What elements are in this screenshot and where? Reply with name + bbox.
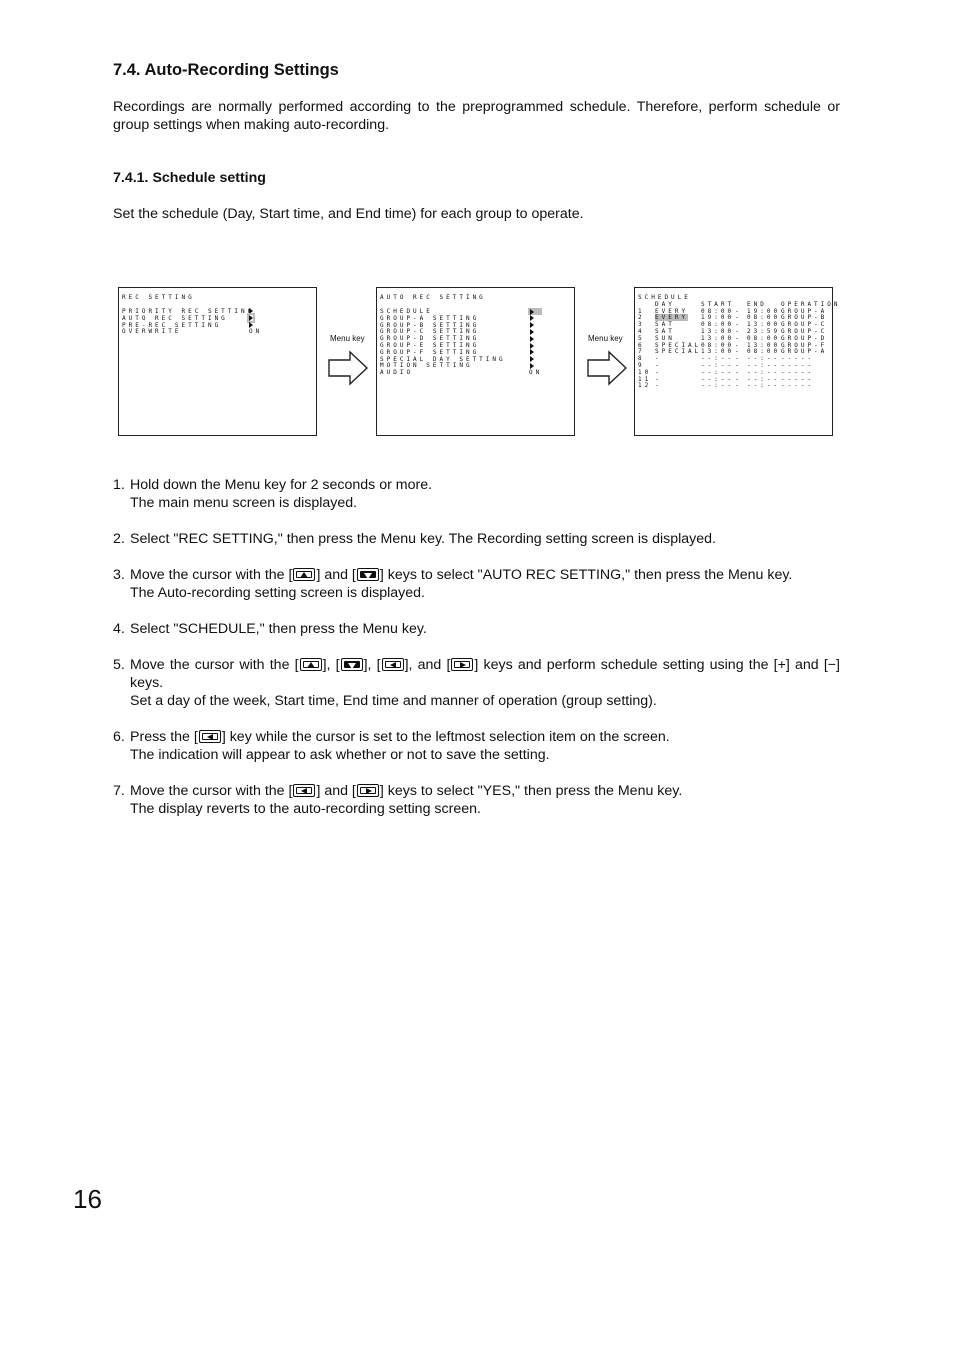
schedule-cell: ----- (781, 375, 815, 383)
left-key-icon (293, 784, 315, 797)
step-2 (113, 530, 840, 548)
schedule-cell: 08:00 (701, 341, 735, 349)
auto-rec-item: SPECIAL DAY SETTING (380, 355, 506, 363)
schedule-cell: ----- (781, 361, 815, 369)
schedule-cell: - (655, 368, 662, 376)
schedule-cell: 19:00 (701, 314, 735, 322)
subsection-lead: Set the schedule (Day, Start time, and End time) for each group to operate. (113, 206, 584, 222)
schedule-cell: 1 (638, 307, 645, 315)
schedule-cell: SUN (655, 334, 675, 342)
section-intro: Recordings are normally performed according to the preprogrammed schedule. Therefore, perform schedule or group settings when making auto-recording. (113, 99, 840, 133)
schedule-cell: 11 (638, 375, 652, 383)
schedule-cell: GROUP-C (781, 321, 828, 329)
step-number: 6. (113, 729, 125, 745)
schedule-cell: --:-- (747, 382, 781, 390)
schedule-cell: GROUP-A (781, 307, 828, 315)
step-text: The display reverts to the auto-recording setting screen. (130, 801, 481, 817)
schedule-cell: SPECIAL (655, 341, 702, 349)
step-text: The indication will appear to ask whether or not to save the setting. (130, 747, 550, 763)
schedule-cell: SAT (655, 327, 675, 335)
up-key-icon (300, 658, 322, 671)
audio-value: ON (529, 369, 543, 377)
time-separator: - (735, 327, 742, 335)
left-key-icon (199, 730, 221, 743)
schedule-cell: - (655, 361, 662, 369)
time-separator: - (735, 341, 742, 349)
step-number: 1. (113, 477, 125, 493)
time-separator: - (735, 307, 742, 315)
page-number: 16 (73, 1184, 102, 1214)
schedule-cell: 6 (638, 341, 645, 349)
schedule-cell: 3 (638, 321, 645, 329)
step-4 (113, 620, 840, 638)
submenu-arrow-icon (530, 356, 534, 362)
auto-rec-item: GROUP-C SETTING (380, 328, 480, 336)
step-text: Select "SCHEDULE," then press the Menu key. (130, 621, 427, 637)
schedule-cell: EVERY (655, 314, 689, 322)
schedule-cell: GROUP-F (781, 341, 828, 349)
schedule-cell: --:-- (701, 375, 735, 383)
schedule-header-operation: OPERATION (781, 300, 841, 308)
cursor-arrow-icon (530, 309, 534, 315)
schedule-cell: ----- (781, 368, 815, 376)
schedule-cell: 08:00 (747, 314, 781, 322)
schedule-cell: 13:00 (701, 334, 735, 342)
section-title: 7.4. Auto-Recording Settings (113, 61, 339, 79)
submenu-arrow-icon (530, 343, 534, 349)
rec-setting-title: REC SETTING (122, 294, 195, 301)
time-separator: - (735, 355, 742, 363)
step-text: Move the cursor with the [ ] and [ ] keys to select "AUTO REC SETTING," then press the Menu key. (130, 567, 793, 583)
schedule-screen (634, 287, 841, 436)
auto-rec-item: MOTION SETTING (380, 362, 473, 370)
step-text: Press the [ ] key while the cursor is set to the leftmost selection item on the screen. (130, 729, 670, 745)
schedule-cell: 2 (638, 314, 645, 322)
submenu-arrow-icon (530, 329, 534, 335)
rec-setting-item: PRIORITY REC SETTING (122, 308, 255, 315)
step-text: Move the cursor with the [ ], [ ], [ ], and [ ] keys and perform schedule setting using the [+] and [−] keys. (130, 657, 840, 691)
schedule-cell: GROUP-D (781, 334, 828, 342)
schedule-cell: 4 (638, 327, 645, 335)
step-text: The main menu screen is displayed. (130, 495, 358, 511)
step-number: 3. (113, 567, 125, 583)
step-6 (113, 728, 840, 764)
schedule-cell: 08:00 (747, 348, 781, 356)
schedule-cell: 13:00 (701, 348, 735, 356)
auto-rec-item: SCHEDULE (380, 308, 433, 315)
time-separator: - (735, 361, 742, 369)
schedule-cell: 19:00 (747, 307, 781, 315)
submenu-arrow-icon (249, 322, 253, 328)
time-separator: - (735, 382, 742, 390)
down-key-icon (341, 658, 363, 671)
overwrite-value: ON (249, 328, 263, 336)
schedule-cell: --:-- (747, 361, 781, 369)
schedule-cell: --:-- (701, 361, 735, 369)
schedule-cell: --:-- (747, 375, 781, 383)
schedule-cell: 08:00 (747, 334, 781, 342)
menu-key-label: Menu key (588, 334, 623, 343)
submenu-arrow-icon (530, 349, 534, 355)
schedule-title: SCHEDULE (638, 294, 691, 301)
schedule-cell: --:-- (701, 355, 735, 363)
schedule-cell: GROUP-B (781, 314, 828, 322)
step-text: Hold down the Menu key for 2 seconds or more. (130, 477, 433, 493)
right-key-icon (451, 658, 473, 671)
schedule-header-day: DAY (655, 300, 675, 308)
schedule-cell: ----- (781, 382, 815, 390)
schedule-cell: 23:59 (747, 327, 781, 335)
step-text: Select "REC SETTING," then press the Menu key. The Recording setting screen is displayed. (130, 531, 716, 547)
auto-rec-item: GROUP-D SETTING (380, 335, 480, 343)
schedule-cell: - (655, 382, 662, 390)
schedule-cell: 7 (638, 348, 645, 356)
schedule-cell: 08:00 (701, 321, 735, 329)
instruction-steps (113, 476, 840, 836)
step-number: 7. (113, 783, 125, 799)
auto-rec-item: GROUP-E SETTING (380, 342, 480, 349)
schedule-cell: 13:00 (747, 321, 781, 329)
auto-rec-item: AUDIO (380, 369, 414, 377)
auto-rec-item: GROUP-A SETTING (380, 314, 480, 322)
up-key-icon (293, 568, 315, 581)
time-separator: - (735, 314, 742, 322)
schedule-cell: EVERY (655, 307, 689, 315)
step-text: Set a day of the week, Start time, End time and manner of operation (group setting). (130, 693, 657, 709)
schedule-cell: SAT (655, 321, 675, 329)
rec-setting-item: OVERWRITE (122, 328, 182, 336)
down-key-icon (357, 568, 379, 581)
schedule-cell: SPECIAL (655, 348, 702, 356)
schedule-cell: 10 (638, 368, 652, 376)
step-1 (113, 476, 840, 512)
step-text: The Auto-recording setting screen is displayed. (130, 585, 425, 601)
menu-key-label: Menu key (330, 334, 365, 343)
schedule-cell: --:-- (747, 368, 781, 376)
auto-rec-setting-screen (376, 287, 575, 436)
schedule-cell: 08:00 (701, 307, 735, 315)
schedule-cell: --:-- (701, 368, 735, 376)
schedule-header-end: END (747, 300, 767, 308)
schedule-cell: - (655, 375, 662, 383)
schedule-cell: - (655, 355, 662, 363)
time-separator: - (735, 368, 742, 376)
submenu-arrow-icon (530, 336, 534, 342)
subsection-title: 7.4.1. Schedule setting (113, 170, 266, 186)
schedule-cell: GROUP-A (781, 348, 828, 356)
schedule-cell: 13:00 (747, 341, 781, 349)
schedule-cell: GROUP-C (781, 327, 828, 335)
right-arrow-icon (587, 350, 627, 386)
schedule-cell: 13:00 (701, 327, 735, 335)
step-3 (113, 566, 840, 602)
step-number: 2. (113, 531, 125, 547)
submenu-arrow-icon (249, 308, 253, 314)
step-number: 5. (113, 657, 125, 673)
auto-rec-item: GROUP-B SETTING (380, 321, 480, 329)
time-separator: - (735, 375, 742, 383)
rec-setting-item: PRE-REC SETTING (122, 321, 222, 329)
step-5 (113, 656, 840, 710)
rec-setting-screen (118, 287, 317, 436)
time-separator: - (735, 334, 742, 342)
cursor-arrow-icon (249, 315, 253, 321)
submenu-arrow-icon (530, 363, 534, 369)
step-7 (113, 782, 840, 818)
submenu-arrow-icon (530, 315, 534, 321)
schedule-header-start: START (701, 300, 735, 308)
auto-rec-title: AUTO REC SETTING (380, 294, 486, 301)
rec-setting-item: AUTO REC SETTING (122, 314, 228, 322)
schedule-cell: 9 (638, 361, 645, 369)
auto-rec-item: GROUP-F SETTING (380, 348, 480, 356)
schedule-cell: ----- (781, 355, 815, 363)
time-separator: - (735, 321, 742, 329)
schedule-cell: --:-- (747, 355, 781, 363)
step-number: 4. (113, 621, 125, 637)
left-key-icon (382, 658, 404, 671)
submenu-arrow-icon (530, 322, 534, 328)
schedule-cell: --:-- (701, 382, 735, 390)
schedule-cell: 12 (638, 382, 652, 390)
right-key-icon (357, 784, 379, 797)
step-text: Move the cursor with the [ ] and [ ] keys to select "YES," then press the Menu key. (130, 783, 683, 799)
schedule-cell: 5 (638, 334, 645, 342)
right-arrow-icon (328, 350, 368, 386)
time-separator: - (735, 348, 742, 356)
schedule-cell: 8 (638, 355, 645, 363)
